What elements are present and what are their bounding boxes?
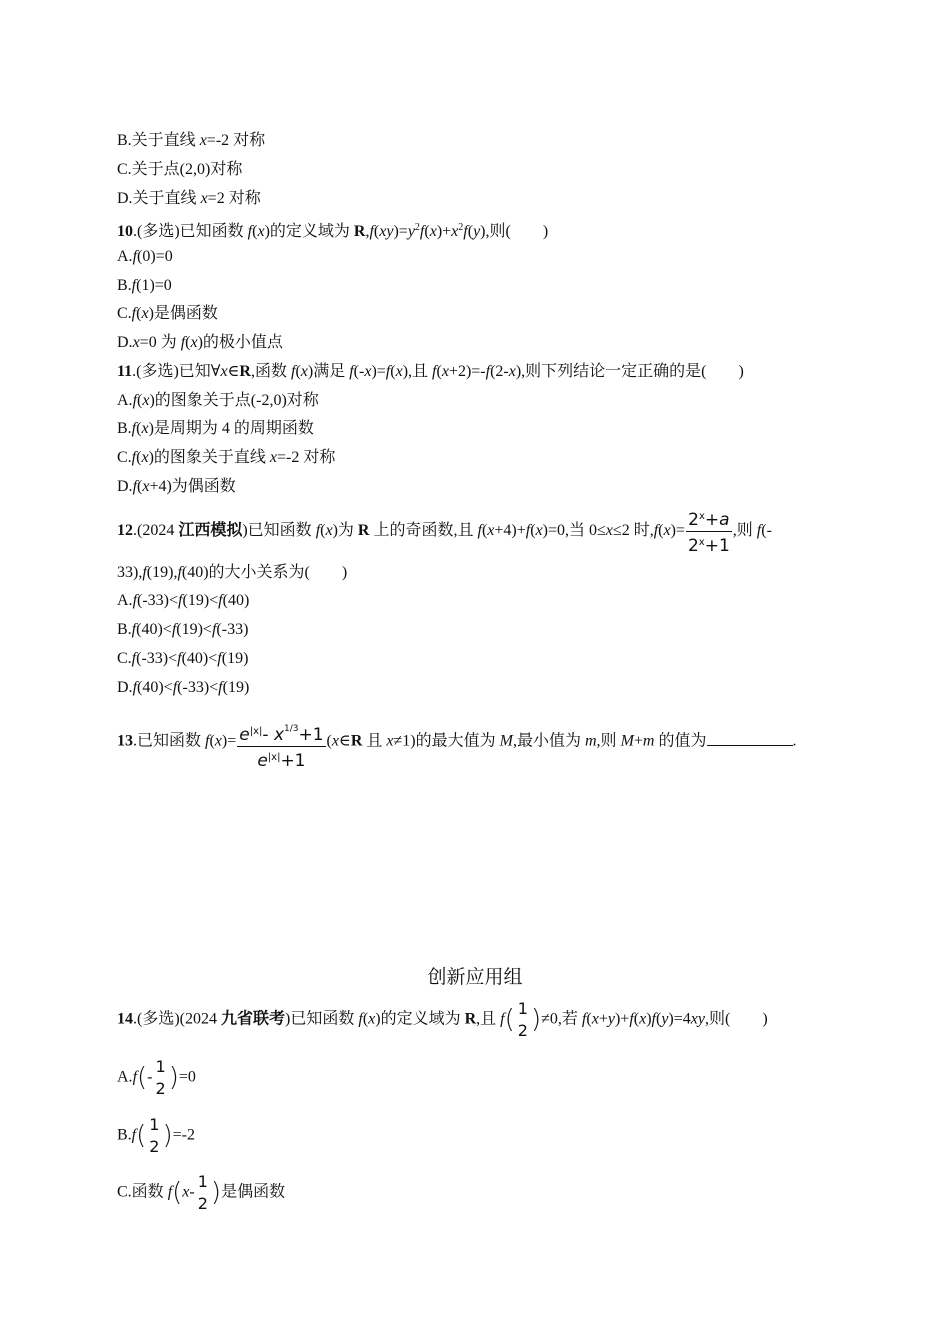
q10-option-d: D.x=0 为 f(x)的极小值点 <box>117 334 283 351</box>
q12-stem-line2: 33),f(19),f(40)的大小关系为( ) <box>117 564 348 581</box>
q12-option-a: A.f(-33)<f(19)<f(40) <box>117 592 250 609</box>
q10-option-b: B.f(1)=0 <box>117 277 172 294</box>
q9-option-b: B.关于直线 x=-2 对称 <box>117 132 266 149</box>
q11-option-b: B.f(x)是周期为 4 的周期函数 <box>117 420 314 437</box>
q11-option-c: C.f(x)的图象关于直线 x=-2 对称 <box>117 449 336 466</box>
section-title: 创新应用组 <box>427 966 523 988</box>
q14-option-c: C.函数 f(x- 1 2 )是偶函数 <box>117 1172 286 1213</box>
q12-stem: 12.(2024 江西模拟)已知函数 f(x)为 R 上的奇函数,且 f(x+4)+f(x)=0,当 0≤x≤2 时,f(x)= $\frac{2^x+a}{2^x+1}$ ,则 f(- <box>117 506 772 557</box>
q11-option-a: A.f(x)的图象关于点(-2,0)对称 <box>117 392 319 409</box>
q14-stem: 14.(多选)(2024 九省联考)已知函数 f(x)的定义域为 R,且 f( 1 2 )≠0,若 f(x+y)+f(x)f(y)=4xy,则( ) <box>117 999 768 1040</box>
q10-stem: 10.(多选)已知函数 f(x)的定义域为 $R,f(xy)=y^2f(x)+x^2f(y)$,则( ) <box>117 222 549 240</box>
q11-option-d: D.f(x+4)为偶函数 <box>117 478 236 495</box>
q14-option-b: B.f( 1 2 )=-2 <box>117 1115 195 1156</box>
q13-stem: 13.已知函数 f(x)= $\frac{e^{|x|}- x^{1/3}+1}{e^{|x|}+1}$ (x∈R 且 x≠1)的最大值为 M,最小值为 m,则 M+m 的值为 . <box>117 712 797 772</box>
q11-stem: 11.(多选)已知∀x∈R,函数 f(x)满足 f(-x)=f(x),且 f(x+2)=-f(2-x),则下列结论一定正确的是( ) <box>117 363 744 380</box>
q9-option-c: C.关于点(2,0)对称 <box>117 161 243 178</box>
q13-fraction: $\frac{e^{|x|}- x^{1/3}+1}{e^{|x|}+1}$ <box>239 724 324 771</box>
q12-option-d: D.f(40)<f(-33)<f(19) <box>117 679 250 696</box>
q10-option-c: C.f(x)是偶函数 <box>117 305 218 322</box>
q10-option-a: A.f(0)=0 <box>117 248 173 265</box>
q14-option-a: A.f(- 1 2 )=0 <box>117 1057 196 1098</box>
q13-answer-blank[interactable] <box>707 731 793 746</box>
q12-option-c: C.f(-33)<f(40)<f(19) <box>117 650 249 667</box>
q9-option-d: D.关于直线 x=2 对称 <box>117 190 261 207</box>
q12-fraction: $\frac{2^x+a}{2^x+1}$ <box>687 510 730 556</box>
q12-option-b: B.f(40)<f(19)<f(-33) <box>117 621 249 638</box>
